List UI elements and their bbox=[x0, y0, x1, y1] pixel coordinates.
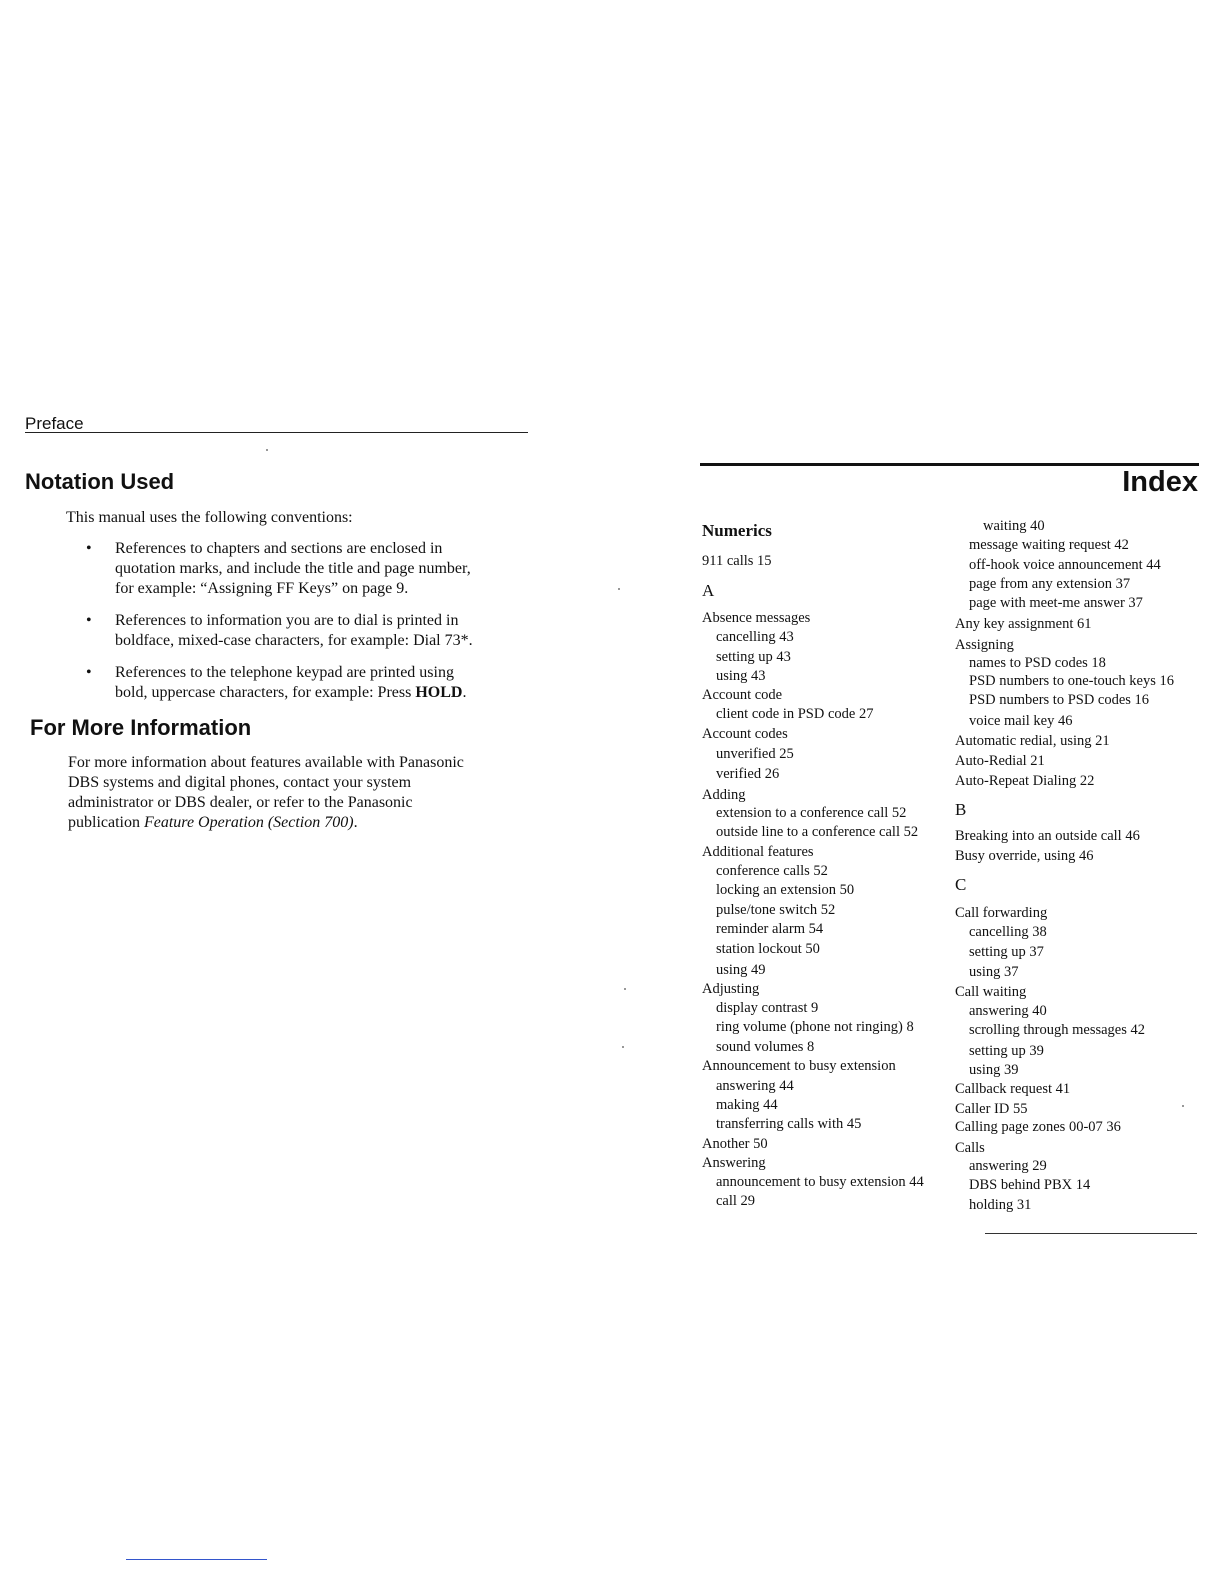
more-info-heading: For More Information bbox=[30, 715, 252, 740]
index-entry: off-hook voice announcement 44 bbox=[969, 557, 1161, 573]
index-entry: Adding bbox=[702, 787, 746, 803]
convention-item bbox=[86, 611, 526, 651]
index-entry: outside line to a conference call 52 bbox=[716, 824, 919, 840]
index-entry: unverified 25 bbox=[716, 746, 794, 762]
more-info-line: For more information about features available with Panasonic bbox=[68, 754, 464, 771]
bullet-icon: • bbox=[86, 612, 92, 629]
index-entry: Assigning bbox=[955, 637, 1014, 653]
index-entry: ring volume (phone not ringing) 8 bbox=[716, 1019, 914, 1035]
scan-speck bbox=[622, 1046, 624, 1048]
index-entry: Absence messages bbox=[702, 610, 811, 626]
index-section-heading: C bbox=[955, 875, 967, 894]
index-entry: voice mail key 46 bbox=[969, 713, 1073, 729]
index-entry: verified 26 bbox=[716, 766, 780, 782]
index-entry: Callback request 41 bbox=[955, 1081, 1071, 1097]
scan-speck bbox=[624, 988, 626, 990]
index-entry: Automatic redial, using 21 bbox=[955, 733, 1110, 749]
index-entry: Additional features bbox=[702, 844, 814, 860]
index-entry: DBS behind PBX 14 bbox=[969, 1177, 1091, 1193]
index-entry: answering 40 bbox=[969, 1003, 1047, 1019]
index-entry: Auto-Redial 21 bbox=[955, 753, 1045, 769]
index-entry: Any key assignment 61 bbox=[955, 616, 1092, 632]
index-entry: reminder alarm 54 bbox=[716, 921, 824, 937]
index-entry: message waiting request 42 bbox=[969, 537, 1129, 553]
index-entry: Busy override, using 46 bbox=[955, 848, 1094, 864]
footer-link-rule bbox=[126, 1559, 267, 1560]
more-info-paragraph bbox=[68, 753, 518, 833]
keypad-key: HOLD bbox=[415, 684, 463, 701]
convention-text: References to chapters and sections are enclosed in bbox=[115, 540, 443, 557]
index-entry: Account code bbox=[702, 687, 783, 703]
index-entry: Auto-Repeat Dialing 22 bbox=[955, 773, 1095, 789]
index-entry: setting up 39 bbox=[969, 1043, 1044, 1059]
more-info-line: administrator or DBS dealer, or refer to the Panasonic bbox=[68, 794, 413, 811]
index-entry: answering 29 bbox=[969, 1158, 1047, 1174]
index-entry: Breaking into an outside call 46 bbox=[955, 828, 1140, 844]
index-entry: names to PSD codes 18 bbox=[969, 655, 1106, 671]
index-entry: pulse/tone switch 52 bbox=[716, 902, 836, 918]
convention-text: bold, uppercase characters, for example: Press bbox=[115, 684, 416, 701]
index-entry: Call forwarding bbox=[955, 905, 1048, 921]
index-entry: display contrast 9 bbox=[716, 1000, 819, 1016]
index-entry: sound volumes 8 bbox=[716, 1039, 815, 1055]
index-entry: page from any extension 37 bbox=[969, 576, 1131, 592]
index-entry: Call waiting bbox=[955, 984, 1027, 1000]
running-head: Preface bbox=[25, 414, 84, 433]
index-entry: setting up 37 bbox=[969, 944, 1044, 960]
index-entry: extension to a conference call 52 bbox=[716, 805, 907, 821]
index-entry: Announcement to busy extension bbox=[702, 1058, 896, 1074]
running-head-rule bbox=[25, 432, 528, 433]
convention-text: . bbox=[462, 684, 467, 701]
index-entry: client code in PSD code 27 bbox=[716, 706, 874, 722]
index-entry: cancelling 38 bbox=[969, 924, 1047, 940]
index-entry: PSD numbers to PSD codes 16 bbox=[969, 692, 1150, 708]
index-entry: using 49 bbox=[716, 962, 766, 978]
index-entry: announcement to busy extension 44 bbox=[716, 1174, 924, 1190]
index-entry: Account codes bbox=[702, 726, 788, 742]
more-info-line: DBS systems and digital phones, contact your system bbox=[68, 774, 412, 791]
convention-text: for example: “Assigning FF Keys” on page 9. bbox=[115, 580, 409, 597]
notation-intro: This manual uses the following conventions: bbox=[66, 509, 353, 526]
index-entry: Caller ID 55 bbox=[955, 1101, 1028, 1117]
index-entry: conference calls 52 bbox=[716, 863, 828, 879]
index-footer-rule bbox=[985, 1233, 1197, 1234]
index-entry: Calls bbox=[955, 1140, 985, 1156]
index-title: Index bbox=[1122, 466, 1198, 498]
index-section-heading: Numerics bbox=[702, 521, 772, 540]
index-entry: cancelling 43 bbox=[716, 629, 794, 645]
index-entry: holding 31 bbox=[969, 1197, 1032, 1213]
index-section-heading: B bbox=[955, 800, 967, 819]
index-entry: using 39 bbox=[969, 1062, 1019, 1078]
index-entry: setting up 43 bbox=[716, 649, 791, 665]
index-section-heading: A bbox=[702, 581, 715, 600]
index-entry: page with meet-me answer 37 bbox=[969, 595, 1143, 611]
index-entry: waiting 40 bbox=[983, 518, 1045, 534]
index-entry: station lockout 50 bbox=[716, 941, 820, 957]
index-entry: scrolling through messages 42 bbox=[969, 1022, 1145, 1038]
notation-heading: Notation Used bbox=[25, 469, 175, 494]
convention-item bbox=[86, 539, 526, 599]
index-entry: using 37 bbox=[969, 964, 1019, 980]
scan-speck bbox=[618, 588, 620, 590]
convention-item bbox=[86, 663, 526, 703]
index-entry: PSD numbers to one-touch keys 16 bbox=[969, 673, 1174, 689]
index-entry: Adjusting bbox=[702, 981, 760, 997]
more-info-line: . bbox=[353, 814, 358, 831]
index-entry: Answering bbox=[702, 1155, 766, 1171]
index-entry: call 29 bbox=[716, 1193, 756, 1209]
more-info-line: publication bbox=[68, 814, 144, 831]
bullet-icon: • bbox=[86, 664, 92, 681]
index-entry: making 44 bbox=[716, 1097, 778, 1113]
index-entry: transferring calls with 45 bbox=[716, 1116, 862, 1132]
index-entry: using 43 bbox=[716, 668, 766, 684]
convention-text: quotation marks, and include the title and page number, bbox=[115, 560, 471, 577]
convention-text: References to the telephone keypad are printed using bbox=[115, 664, 454, 681]
index-entry: answering 44 bbox=[716, 1078, 794, 1094]
scan-speck bbox=[266, 449, 268, 451]
index-entry: Another 50 bbox=[702, 1136, 768, 1152]
convention-text: boldface, mixed-case characters, for example: Dial 73*. bbox=[115, 632, 473, 649]
index-entry: Calling page zones 00-07 36 bbox=[955, 1119, 1121, 1135]
convention-text: References to information you are to dial is printed in bbox=[115, 612, 459, 629]
bullet-icon: • bbox=[86, 540, 92, 557]
scan-speck bbox=[1182, 1105, 1184, 1107]
index-entry: locking an extension 50 bbox=[716, 882, 855, 898]
publication-title: Feature Operation (Section 700) bbox=[143, 814, 354, 831]
conventions-list bbox=[86, 539, 526, 715]
index-entry: 911 calls 15 bbox=[702, 553, 772, 569]
